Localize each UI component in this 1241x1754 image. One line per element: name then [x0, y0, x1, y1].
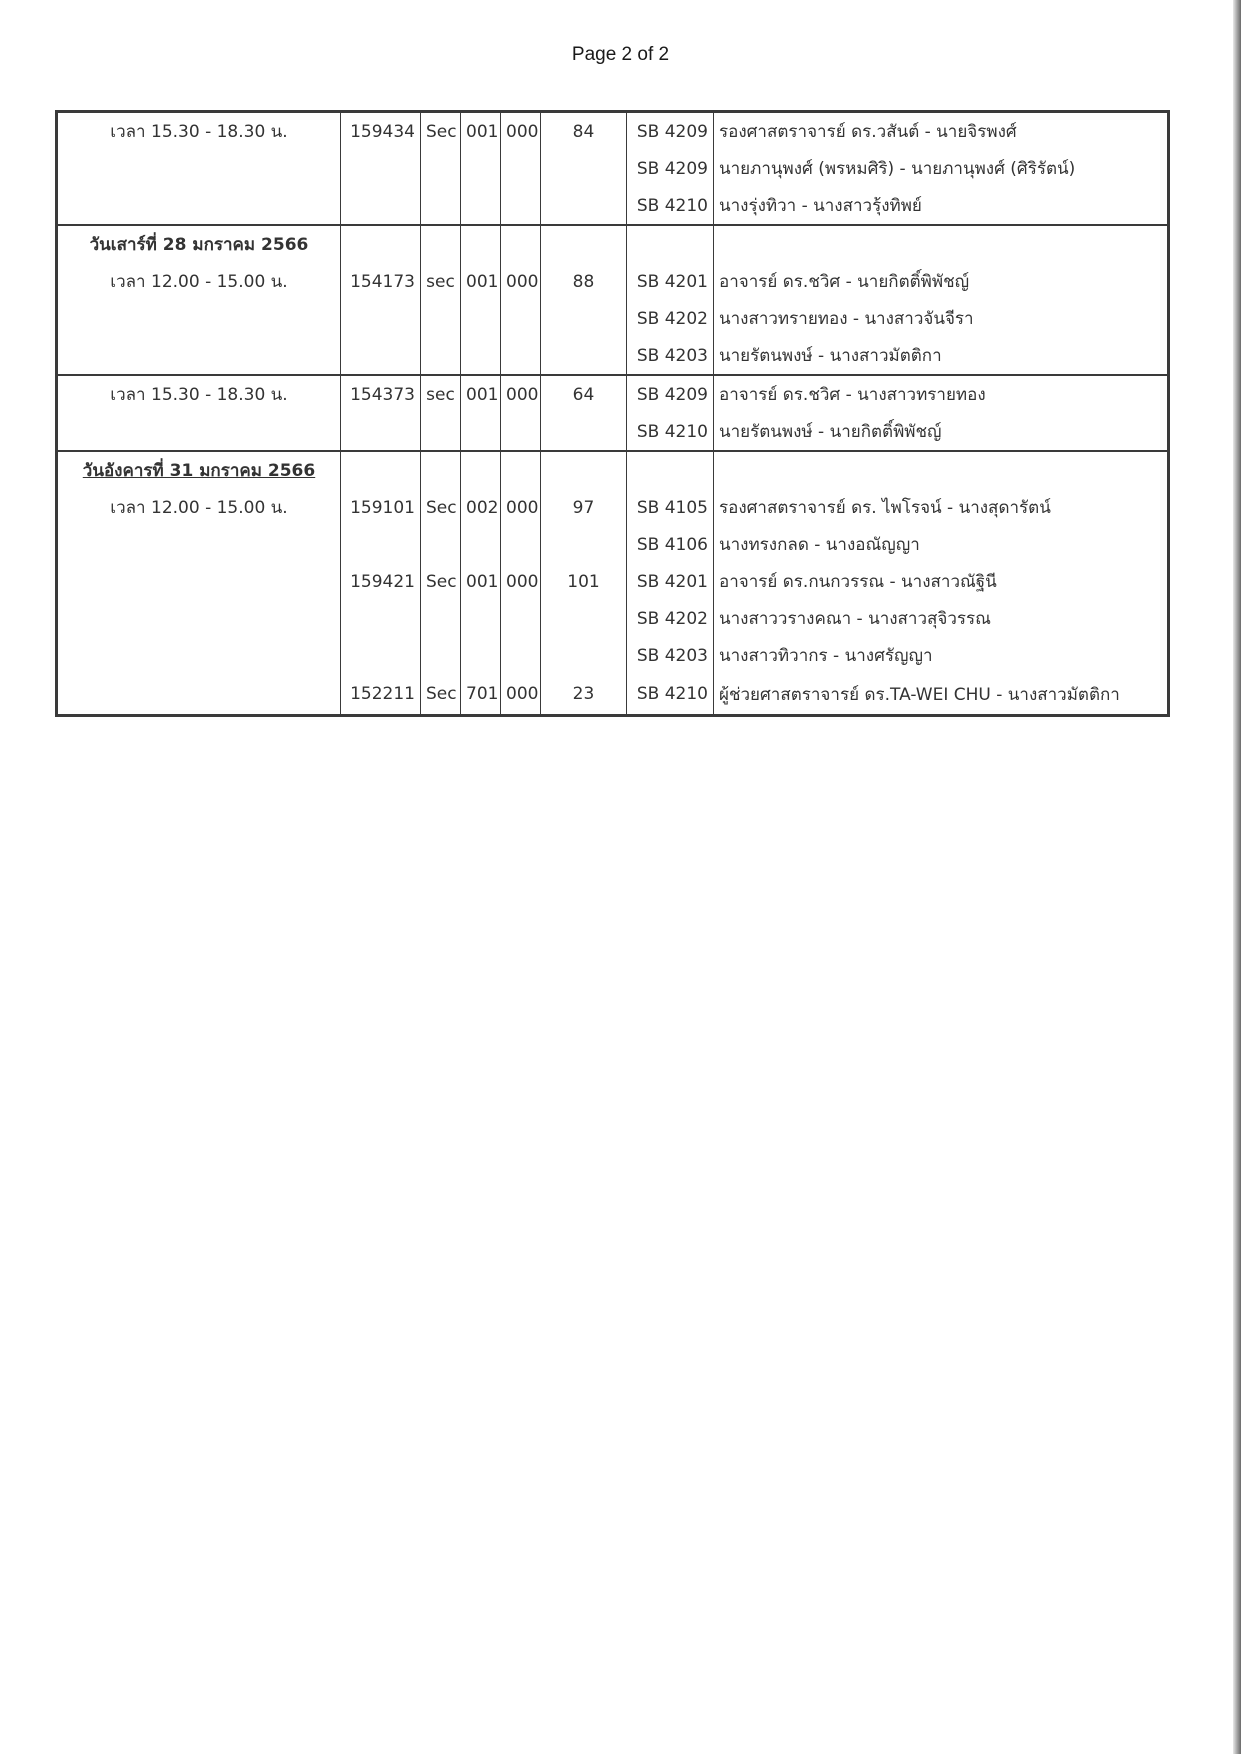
time-slot-label: เวลา 15.30 - 18.30 น. [57, 375, 341, 413]
group-code-cell [501, 225, 541, 263]
proctor-names-cell: รองศาสตราจารย์ ดร. ไพโรจน์ - นางสุดารัตน์ [714, 489, 1169, 526]
student-count-cell [541, 225, 627, 263]
table-row [57, 451, 1169, 489]
group-code-cell: 000 [501, 375, 541, 413]
student-count-cell: 88 [541, 263, 627, 300]
room-cell: SB 4209 [627, 112, 714, 151]
proctor-names-cell: อาจารย์ ดร.ชวิศ - นายกิตติ์พิพัชญ์ [714, 263, 1169, 300]
time-slot-label [57, 637, 341, 674]
section-label-cell: Sec [421, 563, 461, 600]
time-slot-label [57, 526, 341, 563]
time-slot-label: เวลา 12.00 - 15.00 น. [57, 489, 341, 526]
room-cell [627, 451, 714, 489]
section-label-cell [421, 300, 461, 337]
student-count-cell [541, 637, 627, 674]
section-label-cell [421, 337, 461, 375]
table-row [57, 187, 1169, 225]
group-code-cell [501, 600, 541, 637]
room-cell: SB 4210 [627, 674, 714, 716]
course-code-cell: 159101 [341, 489, 421, 526]
course-code-cell [341, 225, 421, 263]
student-count-cell [541, 451, 627, 489]
group-code-cell: 000 [501, 112, 541, 151]
course-code-cell [341, 150, 421, 187]
student-count-cell: 23 [541, 674, 627, 716]
group-code-cell: 000 [501, 263, 541, 300]
course-code-cell [341, 300, 421, 337]
section-number-cell: 001 [461, 263, 501, 300]
section-number-cell [461, 300, 501, 337]
table-row [57, 337, 1169, 375]
course-code-cell [341, 187, 421, 225]
section-number-cell: 701 [461, 674, 501, 716]
table-row [57, 413, 1169, 451]
proctor-names-cell: รองศาสตราจารย์ ดร.วสันต์ - นายจิรพงศ์ [714, 112, 1169, 151]
group-code-cell [501, 413, 541, 451]
section-number-cell [461, 150, 501, 187]
proctor-names-cell: นางสาวทิวากร - นางศรัญญา [714, 637, 1169, 674]
group-code-cell [501, 451, 541, 489]
section-label-cell: Sec [421, 112, 461, 151]
section-label-cell: Sec [421, 674, 461, 716]
time-slot-label [57, 674, 341, 716]
section-label-cell [421, 637, 461, 674]
table-row [57, 300, 1169, 337]
exam-schedule-table [55, 110, 1170, 717]
course-code-cell [341, 451, 421, 489]
time-slot-label [57, 300, 341, 337]
room-cell: SB 4203 [627, 337, 714, 375]
course-code-cell [341, 600, 421, 637]
scan-page-edge [1233, 0, 1241, 1754]
student-count-cell [541, 413, 627, 451]
section-label-cell: Sec [421, 489, 461, 526]
student-count-cell [541, 337, 627, 375]
section-number-cell [461, 337, 501, 375]
section-number-cell: 001 [461, 563, 501, 600]
proctor-names-cell: นายรัตนพงษ์ - นางสาวมัตติกา [714, 337, 1169, 375]
room-cell: SB 4209 [627, 150, 714, 187]
table-row [57, 489, 1169, 526]
section-number-cell [461, 187, 501, 225]
time-slot-label [57, 600, 341, 637]
section-number-cell: 002 [461, 489, 501, 526]
student-count-cell: 97 [541, 489, 627, 526]
group-code-cell [501, 300, 541, 337]
section-number-cell [461, 225, 501, 263]
course-code-cell [341, 413, 421, 451]
student-count-cell: 64 [541, 375, 627, 413]
date-heading: วันอังคารที่ 31 มกราคม 2566 [57, 451, 341, 489]
table-row [57, 150, 1169, 187]
table-row [57, 600, 1169, 637]
section-label-cell [421, 526, 461, 563]
student-count-cell [541, 300, 627, 337]
room-cell [627, 225, 714, 263]
group-code-cell [501, 337, 541, 375]
room-cell: SB 4210 [627, 413, 714, 451]
time-slot-label: เวลา 12.00 - 15.00 น. [57, 263, 341, 300]
section-label-cell [421, 451, 461, 489]
proctor-names-cell: อาจารย์ ดร.ชวิศ - นางสาวทรายทอง [714, 375, 1169, 413]
proctor-names-cell: ผู้ช่วยศาสตราจารย์ ดร.TA-WEI CHU - นางสาวมัตติกา [714, 674, 1169, 716]
section-number-cell [461, 526, 501, 563]
student-count-cell: 101 [541, 563, 627, 600]
section-label-cell [421, 600, 461, 637]
proctor-names-cell: นางรุ่งทิวา - นางสาวรุ้งทิพย์ [714, 187, 1169, 225]
section-number-cell [461, 451, 501, 489]
student-count-cell [541, 526, 627, 563]
section-label-cell [421, 413, 461, 451]
student-count-cell [541, 187, 627, 225]
room-cell: SB 4202 [627, 600, 714, 637]
time-slot-label [57, 337, 341, 375]
group-code-cell [501, 187, 541, 225]
section-number-cell: 001 [461, 375, 501, 413]
course-code-cell [341, 637, 421, 674]
room-cell: SB 4106 [627, 526, 714, 563]
group-code-cell [501, 150, 541, 187]
room-cell: SB 4209 [627, 375, 714, 413]
page-number-label: Page 2 of 2 [571, 44, 670, 65]
group-code-cell [501, 637, 541, 674]
proctor-names-cell: นายภานุพงศ์ (พรหมศิริ) - นายภานุพงศ์ (ศิริรัตน์) [714, 150, 1169, 187]
group-code-cell [501, 526, 541, 563]
student-count-cell [541, 600, 627, 637]
course-code-cell: 159421 [341, 563, 421, 600]
proctor-names-cell: นางสาวทรายทอง - นางสาวจันจีรา [714, 300, 1169, 337]
proctor-names-cell [714, 225, 1169, 263]
time-slot-label [57, 150, 341, 187]
section-label-cell: sec [421, 375, 461, 413]
section-label-cell [421, 187, 461, 225]
proctor-names-cell [714, 451, 1169, 489]
time-slot-label [57, 413, 341, 451]
table-row [57, 526, 1169, 563]
section-label-cell [421, 225, 461, 263]
table-row [57, 263, 1169, 300]
time-slot-label: เวลา 15.30 - 18.30 น. [57, 112, 341, 151]
group-code-cell: 000 [501, 489, 541, 526]
table-row [57, 674, 1169, 716]
course-code-cell [341, 526, 421, 563]
group-code-cell: 000 [501, 674, 541, 716]
proctor-names-cell: นายรัตนพงษ์ - นายกิตติ์พิพัชญ์ [714, 413, 1169, 451]
table-row [57, 637, 1169, 674]
course-code-cell: 159434 [341, 112, 421, 151]
course-code-cell [341, 337, 421, 375]
proctor-names-cell: นางทรงกลด - นางอณัญญา [714, 526, 1169, 563]
room-cell: SB 4210 [627, 187, 714, 225]
student-count-cell: 84 [541, 112, 627, 151]
room-cell: SB 4203 [627, 637, 714, 674]
table-row [57, 225, 1169, 263]
date-heading: วันเสาร์ที่ 28 มกราคม 2566 [57, 225, 341, 263]
section-label-cell: sec [421, 263, 461, 300]
room-cell: SB 4202 [627, 300, 714, 337]
table-row [57, 375, 1169, 413]
proctor-names-cell: อาจารย์ ดร.กนกวรรณ - นางสาวณัฐินี [714, 563, 1169, 600]
course-code-cell: 154173 [341, 263, 421, 300]
room-cell: SB 4105 [627, 489, 714, 526]
course-code-cell: 154373 [341, 375, 421, 413]
section-number-cell [461, 637, 501, 674]
time-slot-label [57, 563, 341, 600]
proctor-names-cell: นางสาววรางคณา - นางสาวสุจิวรรณ [714, 600, 1169, 637]
section-number-cell [461, 413, 501, 451]
group-code-cell: 000 [501, 563, 541, 600]
section-label-cell [421, 150, 461, 187]
room-cell: SB 4201 [627, 563, 714, 600]
course-code-cell: 152211 [341, 674, 421, 716]
section-number-cell [461, 600, 501, 637]
room-cell: SB 4201 [627, 263, 714, 300]
time-slot-label [57, 187, 341, 225]
table-row [57, 563, 1169, 600]
table-row [57, 112, 1169, 151]
student-count-cell [541, 150, 627, 187]
section-number-cell: 001 [461, 112, 501, 151]
